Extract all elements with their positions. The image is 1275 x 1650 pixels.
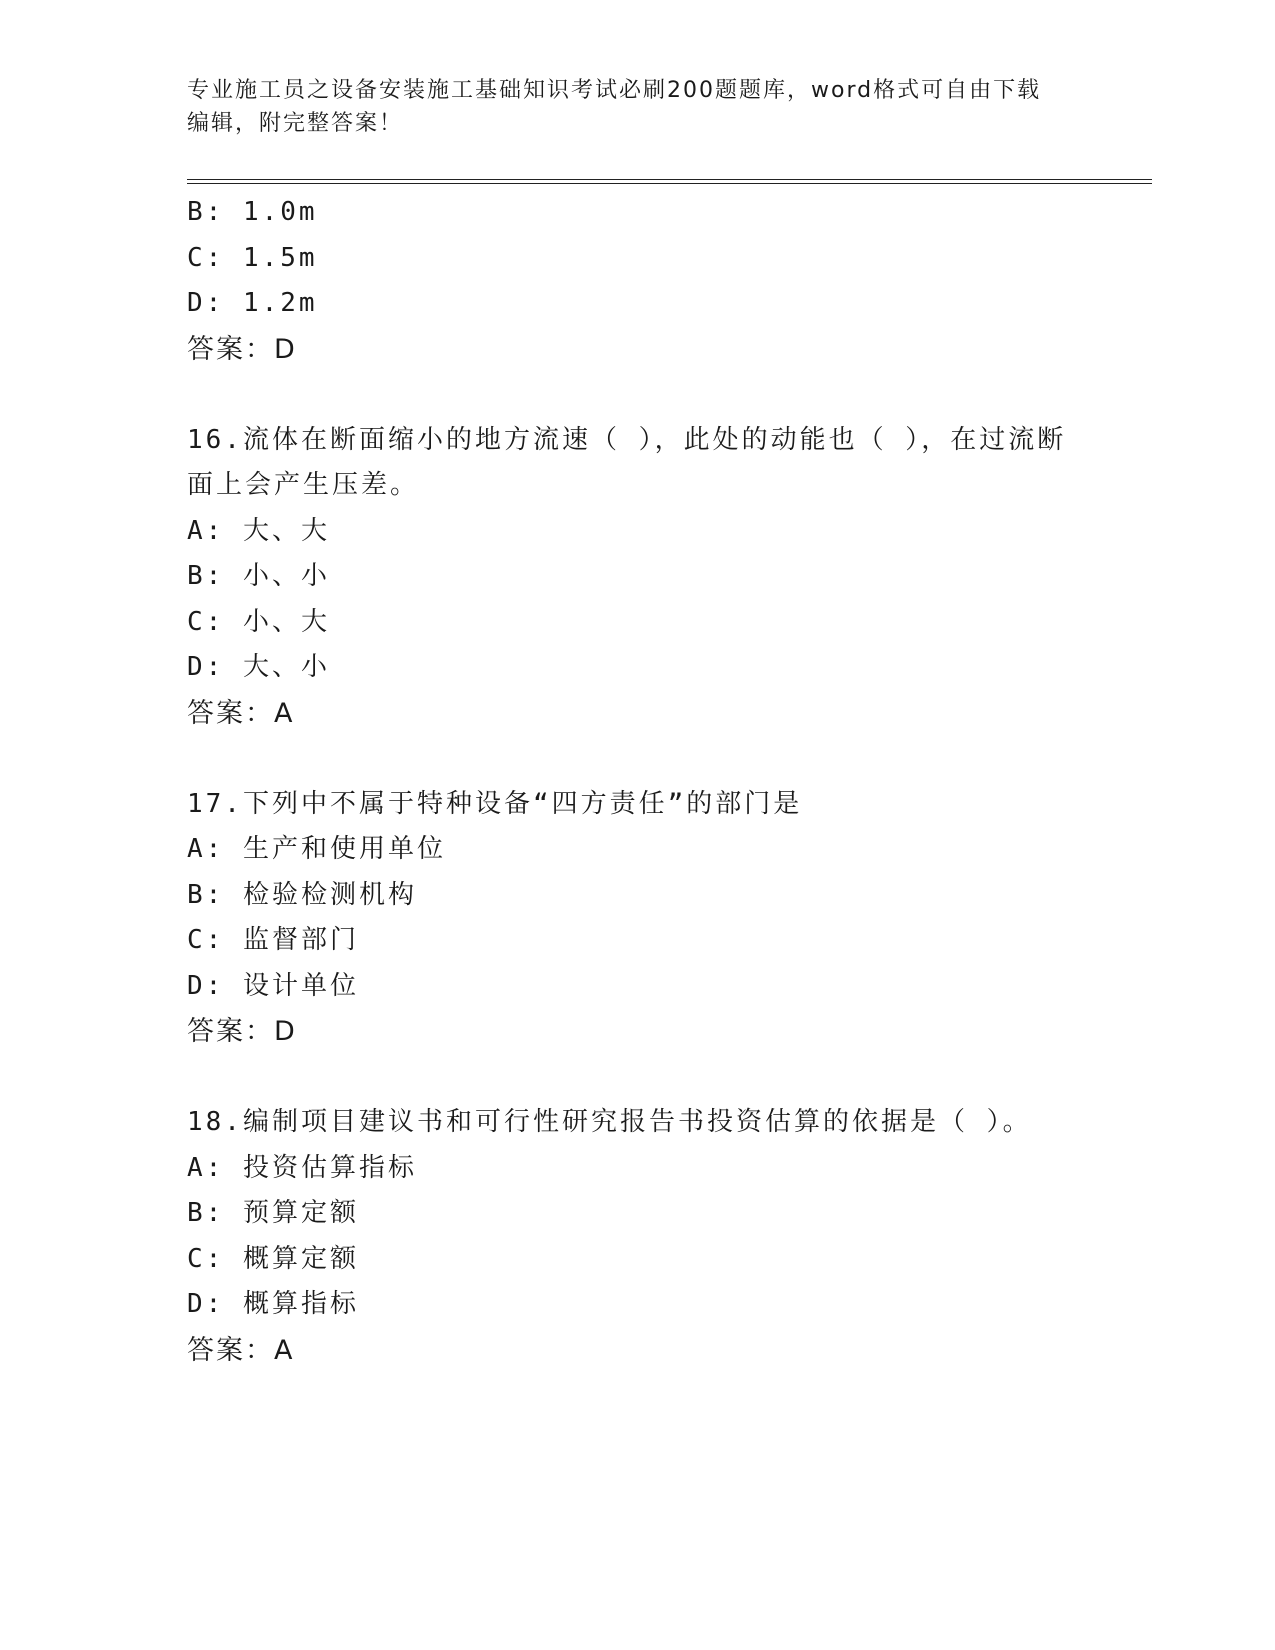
q17-answer: 答案：D [187,1016,297,1047]
spacer [187,736,1087,782]
q17-option-b: B: 检验检测机构 [187,879,417,910]
spacer [187,372,1087,418]
header-divider-bottom [187,183,1152,184]
q15-option-d: D: 1.2m [187,288,318,318]
q16-option-b: B: 小、小 [187,561,330,591]
q18-question: 18.编制项目建议书和可行性研究报告书投资估算的依据是（ ）。 [187,1107,1032,1137]
q16-option-a: A: 大、大 [187,515,330,546]
q15-option-c: C: 1.5m [187,242,318,273]
q17-option-c: C: 监督部门 [187,925,359,955]
question-block-17 [187,782,1087,1055]
question-block-15 [187,190,1087,372]
header-divider-top [187,179,1152,180]
q16-option-d: D: 大、小 [187,652,330,682]
q17-option-d: D: 设计单位 [187,970,359,1001]
q17-option-a: A: 生产和使用单位 [187,834,446,864]
header-title-line1: 专业施工员之设备安装施工基础知识考试必刷200题题库，word格式可自由下载 [187,78,1042,103]
q18-answer: 答案：A [187,1334,295,1366]
question-block-16 [187,418,1087,737]
q18-option-d: D: 概算指标 [187,1289,359,1319]
q15-option-b: B: 1.0m [187,197,318,227]
q16-question-line1: 16.流体在断面缩小的地方流速（ ），此处的动能也（ ），在过流断 [187,424,1067,455]
q16-option-c: C: 小、大 [187,606,330,637]
q15-answer: 答案：D [187,333,297,365]
q17-question: 17.下列中不属于特种设备“四方责任”的部门是 [187,788,803,819]
q16-answer: 答案：A [187,697,295,729]
q18-option-c: C: 概算定额 [187,1243,359,1274]
q16-question-line2: 面上会产生压差。 [187,470,420,500]
q18-option-a: A: 投资估算指标 [187,1152,417,1183]
spacer [187,1055,1087,1101]
document-header [187,74,1067,140]
q18-option-b: B: 预算定额 [187,1198,359,1228]
header-title-line2: 编辑，附完整答案！ [187,111,404,136]
question-block-18 [187,1100,1087,1373]
question-list [187,190,1087,1373]
